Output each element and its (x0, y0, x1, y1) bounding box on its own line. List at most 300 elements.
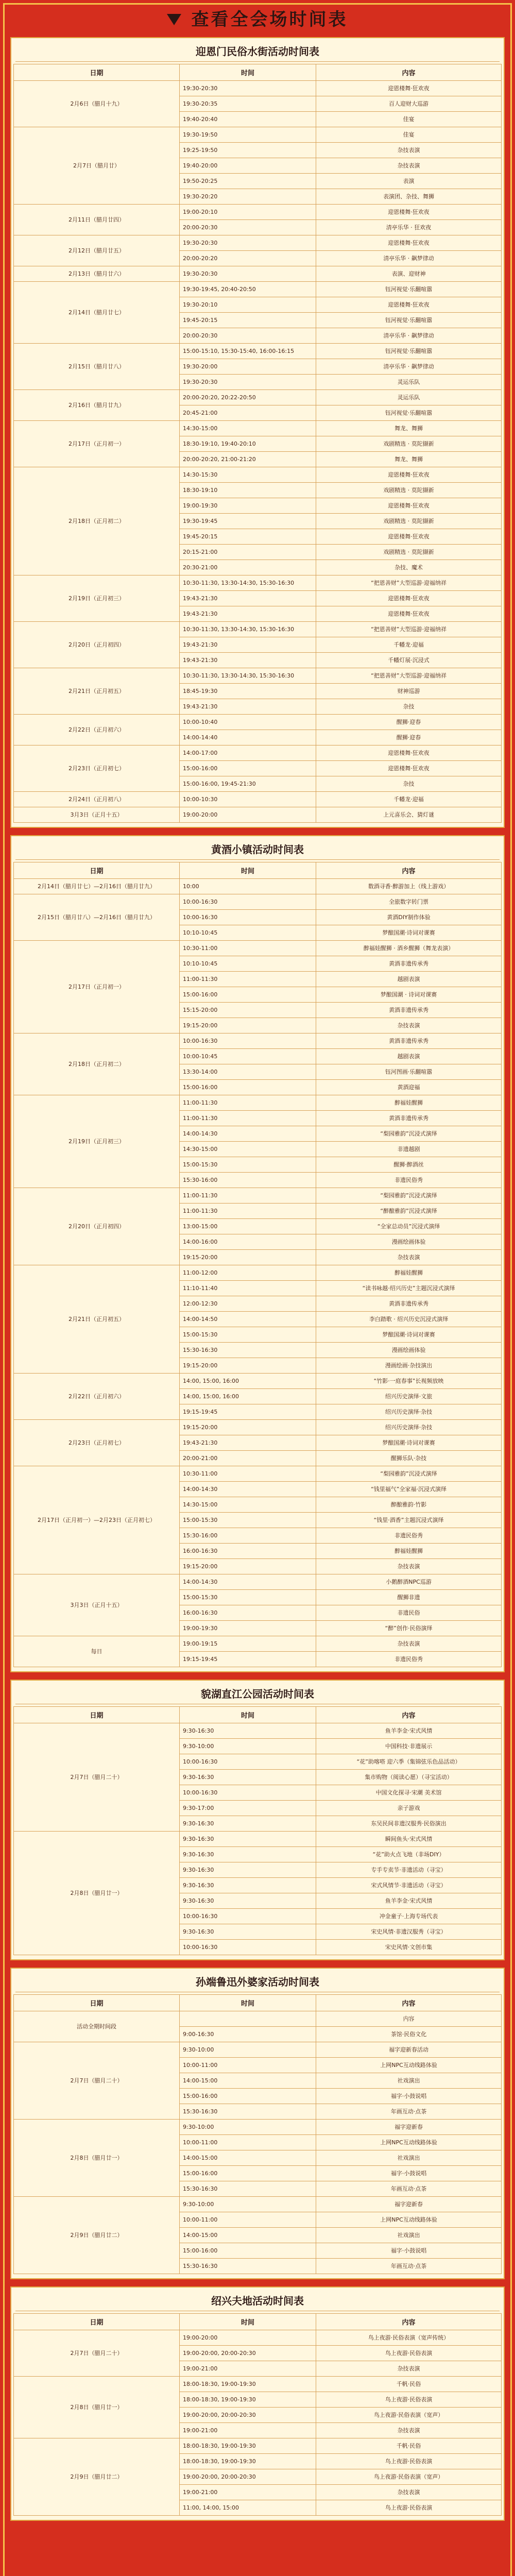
date-cell: 2月14日（腊月廿七） (14, 282, 180, 344)
column-header: 时间 (179, 2314, 316, 2330)
date-cell: 2月18日（正月初二） (14, 467, 180, 575)
content-cell: 绍兴历史演绎·杂技 (316, 1404, 502, 1420)
date-cell: 2月22日（正月初六） (14, 1374, 180, 1420)
table-row (14, 467, 502, 483)
time-cell: 19:43-21:30 (179, 591, 316, 606)
date-cell: 2月16日（腊月廿九） (14, 390, 180, 421)
time-cell: 9:30-10:00 (179, 2197, 316, 2212)
time-cell: 10:00-11:00 (179, 2058, 316, 2073)
table-row (14, 941, 502, 956)
content-cell: 表演 (316, 174, 502, 189)
content-cell: 佳宴 (316, 127, 502, 143)
time-cell: 20:15-21:00 (179, 545, 316, 560)
table-row (14, 1188, 502, 1204)
content-cell: “把恩善财”大型巡游·迎福纳祥 (316, 622, 502, 637)
content-cell: 迎恩楼舞·狂欢夜 (316, 606, 502, 622)
content-cell: 杂技表演 (316, 143, 502, 158)
section-title: 貌湖直江公园活动时间表 (15, 1684, 500, 1704)
content-cell: 迎恩楼舞·狂欢夜 (316, 529, 502, 545)
table-row (14, 1033, 502, 1049)
time-cell: 9:30-10:00 (179, 2042, 316, 2058)
content-cell: 越剧表演 (316, 972, 502, 987)
table-header-row (14, 64, 502, 81)
table-row (14, 575, 502, 591)
content-cell: 上网NPC互动线路体验 (316, 2212, 502, 2228)
content-cell: 黄酒非遗传承秀 (316, 1296, 502, 1312)
table-row (14, 2120, 502, 2135)
content-cell: 黄酒非遗传承秀 (316, 1111, 502, 1126)
time-cell: 15:30-16:30 (179, 2104, 316, 2120)
time-cell: 11:00-11:30 (179, 1204, 316, 1219)
time-cell: 19:00-20:00 (179, 807, 316, 823)
column-header: 日期 (14, 1707, 180, 1723)
content-cell: 绍兴历史演绎·文旅 (316, 1389, 502, 1404)
date-cell: 2月20日（正月初四） (14, 1188, 180, 1265)
time-cell: 14:30-15:00 (179, 421, 316, 436)
time-cell: 12:00-12:30 (179, 1296, 316, 1312)
column-header: 内容 (316, 2314, 502, 2330)
column-header: 内容 (316, 862, 502, 879)
page-title: 查看全会场时间表 (191, 9, 348, 30)
table-row (14, 2377, 502, 2392)
time-cell: 19:15-20:00 (179, 1018, 316, 1033)
content-cell: 瞬间鱼头·宋式风情 (316, 1832, 502, 1847)
content-cell: 亲子游戏 (316, 1801, 502, 1816)
time-cell: 9:30-10:00 (179, 2120, 316, 2135)
content-cell: 年画互动·点茶 (316, 2181, 502, 2197)
time-cell: 14:00-15:00 (179, 2150, 316, 2166)
content-cell: “读书咏越·绍兴历史”主题沉浸式演绎 (316, 1281, 502, 1296)
content-cell: 数酒寻香·醉游加上（线上游戏） (316, 879, 502, 894)
table-row (14, 127, 502, 143)
time-cell: 10:30-11:00 (179, 941, 316, 956)
section-title: 黄酒小镇活动时间表 (15, 839, 500, 860)
schedule-section (10, 2286, 505, 2521)
time-cell: 14:00, 15:00, 16:00 (179, 1389, 316, 1404)
content-cell: 冲金童子·上海专场代表 (316, 1909, 502, 1924)
section-title: 绍兴夫地活动时间表 (15, 2291, 500, 2311)
time-cell: 11:00, 14:00, 15:00 (179, 2500, 316, 2516)
date-cell: 2月7日（腊月二十） (14, 2330, 180, 2377)
column-header: 内容 (316, 1707, 502, 1723)
content-cell: 小鹅醉酒NPC巡游 (316, 1574, 502, 1590)
content-cell: 醉福娃醒狮 (316, 1265, 502, 1281)
content-cell: 清亭乐华 · 飙梦律动 (316, 251, 502, 266)
time-cell: 11:00-11:30 (179, 1111, 316, 1126)
time-cell: 10:00 (179, 879, 316, 894)
time-cell: 19:30-20:35 (179, 96, 316, 112)
content-cell: 迎恩楼舞·狂欢夜 (316, 591, 502, 606)
content-cell: 杂技表演 (316, 2361, 502, 2377)
column-header: 内容 (316, 64, 502, 81)
time-cell: 19:45-20:15 (179, 313, 316, 328)
date-cell: 2月17日（正月初一） (14, 941, 180, 1033)
time-cell: 19:00-20:00, 20:00-20:30 (179, 2346, 316, 2361)
content-cell: 醉福娃醒狮 (316, 1544, 502, 1559)
page-header (0, 5, 515, 34)
content-cell: 灵运乐队 (316, 390, 502, 405)
time-cell: 10:10-10:45 (179, 956, 316, 972)
content-cell: 舞龙、舞狮 (316, 452, 502, 467)
content-cell: “花”助火点飞地（非场DIY） (316, 1847, 502, 1862)
date-cell: 2月19日（正月初三） (14, 575, 180, 622)
date-cell: 2月22日（正月初六） (14, 715, 180, 745)
time-cell: 14:00, 15:00, 16:00 (179, 1374, 316, 1389)
table-row (14, 266, 502, 282)
content-cell: 社戏演出 (316, 2228, 502, 2243)
content-cell: 杂技表演 (316, 1250, 502, 1265)
time-cell: 20:00-20:20 (179, 251, 316, 266)
date-cell: 2月13日（腊月廿六） (14, 266, 180, 282)
time-cell: 19:45-20:15 (179, 529, 316, 545)
column-header: 内容 (316, 1995, 502, 2011)
content-cell: 杂技 (316, 776, 502, 792)
time-cell: 19:40-20:00 (179, 158, 316, 174)
date-cell: 2月14日（腊月廿七）—2月16日（腊月廿九） (14, 879, 180, 894)
time-cell: 14:00-14:40 (179, 730, 316, 745)
time-cell: 10:30-11:30, 13:30-14:30, 15:30-16:30 (179, 622, 316, 637)
time-cell: 20:00-21:00 (179, 1451, 316, 1466)
time-cell: 20:45-21:00 (179, 405, 316, 421)
content-cell: 钰河视觉·乐翻喧嚣 (316, 344, 502, 359)
content-cell: 漫画绘画·杂技演出 (316, 1358, 502, 1374)
time-cell: 19:00-21:00 (179, 2485, 316, 2500)
date-cell: 2月6日（腊月十九） (14, 81, 180, 127)
time-cell: 15:00-16:00 (179, 1080, 316, 1095)
time-cell: 9:30-16:30 (179, 1816, 316, 1832)
time-cell: 10:00-10:30 (179, 792, 316, 807)
content-cell: 戏剧精选 · 莫陀撷新 (316, 514, 502, 529)
date-cell: 2月12日（腊月廿五） (14, 235, 180, 266)
table-row (14, 2011, 502, 2027)
content-cell: 福字·小鼓说唱 (316, 2089, 502, 2104)
time-cell: 11:00-11:30 (179, 972, 316, 987)
content-cell: 福字·小鼓说唱 (316, 2243, 502, 2259)
content-cell: 上网NPC互动线路体验 (316, 2058, 502, 2073)
content-cell: 专手专卖节·非遗活动（寻宝） (316, 1862, 502, 1878)
time-cell: 19:50-20:25 (179, 174, 316, 189)
content-cell: 灵运乐队 (316, 375, 502, 390)
time-cell: 19:00-19:15 (179, 1636, 316, 1652)
table-header-row (14, 2314, 502, 2330)
time-cell: 19:30-20:00 (179, 359, 316, 375)
content-cell: 社戏演出 (316, 2073, 502, 2089)
time-cell: 19:43-21:30 (179, 637, 316, 653)
date-cell: 2月9日（腊月廿二） (14, 2197, 180, 2274)
content-cell: 绍兴历史演绎·杂技 (316, 1420, 502, 1435)
time-cell: 10:00-16:30 (179, 1033, 316, 1049)
time-cell: 15:00-16:00 (179, 2166, 316, 2181)
content-cell: “竹影·一庭春事”长视频放映 (316, 1374, 502, 1389)
content-cell: 鸟上夜游·民俗表演（宽声传统） (316, 2330, 502, 2346)
content-cell: 福字迎新春活动 (316, 2042, 502, 2058)
time-cell: 19:15-20:00 (179, 1559, 316, 1574)
table-row (14, 715, 502, 730)
time-cell: 19:30-20:30 (179, 81, 316, 96)
time-cell: 15:30-16:00 (179, 1173, 316, 1188)
content-cell: 迎恩楼舞·狂欢夜 (316, 81, 502, 96)
time-cell: 10:00-16:30 (179, 1940, 316, 1955)
column-header: 时间 (179, 862, 316, 879)
content-cell: 鸟上夜游·民俗表演 (316, 2454, 502, 2469)
time-cell: 10:00-11:00 (179, 2212, 316, 2228)
content-cell: “全家总动员”沉浸式演绎 (316, 1219, 502, 1234)
content-cell: 清亭乐华 · 飙梦律动 (316, 359, 502, 375)
column-header: 日期 (14, 64, 180, 81)
content-cell: 上元喜乐会、猜灯谜 (316, 807, 502, 823)
table-row (14, 2197, 502, 2212)
content-cell: 鱼羊李金·宋式风情 (316, 1893, 502, 1909)
time-cell: 9:30-16:30 (179, 1893, 316, 1909)
content-cell: 醒狮·醉酒丝 (316, 1157, 502, 1173)
time-cell: 10:30-11:00 (179, 1466, 316, 1482)
content-cell: 杂技 (316, 699, 502, 715)
time-cell: 10:30-11:30, 13:30-14:30, 15:30-16:30 (179, 668, 316, 684)
time-cell: 19:43-21:30 (179, 606, 316, 622)
table-header-row (14, 862, 502, 879)
date-cell: 每日 (14, 1636, 180, 1667)
time-cell: 20:00-20:30 (179, 328, 316, 344)
content-cell: 内容 (316, 2011, 502, 2027)
time-cell: 19:30-20:30 (179, 375, 316, 390)
table-row (14, 807, 502, 823)
time-cell: 10:00-16:30 (179, 1909, 316, 1924)
content-cell: 杂技、魔术 (316, 560, 502, 575)
content-cell: 表演、迎财神 (316, 266, 502, 282)
content-cell: 中国科技·非遗展示 (316, 1739, 502, 1754)
content-cell: 醉酿雅韵·竹影 (316, 1497, 502, 1513)
content-cell: 钰河图画·乐翻喧嚣 (316, 1064, 502, 1080)
schedule-section (10, 37, 505, 828)
content-cell: 醒狮乐队·杂技 (316, 1451, 502, 1466)
date-cell: 2月21日（正月初五） (14, 668, 180, 715)
time-cell: 14:00-14:30 (179, 1482, 316, 1497)
content-cell: “醉”创作·民俗演绎 (316, 1621, 502, 1636)
time-cell: 15:00-15:30 (179, 1590, 316, 1605)
content-cell: 醒狮·迎春 (316, 730, 502, 745)
time-cell: 19:25-19:50 (179, 143, 316, 158)
time-cell: 9:30-16:30 (179, 1862, 316, 1878)
time-cell: 19:15-19:45 (179, 1652, 316, 1667)
time-cell: 15:00-15:30 (179, 1513, 316, 1528)
table-row (14, 205, 502, 220)
table-row (14, 421, 502, 436)
time-cell: 10:00-16:30 (179, 1785, 316, 1801)
time-cell: 9:30-16:30 (179, 1924, 316, 1940)
content-cell: 杂技表演 (316, 2423, 502, 2438)
date-cell: 3月3日（正月十五） (14, 807, 180, 823)
time-cell: 10:00-10:40 (179, 715, 316, 730)
content-cell: 漫画绘画体验 (316, 1234, 502, 1250)
time-cell: 9:00-16:30 (179, 2027, 316, 2042)
content-cell: 福字迎新春 (316, 2197, 502, 2212)
content-cell: 千帆·民俗 (316, 2438, 502, 2454)
time-cell: 20:30-21:00 (179, 560, 316, 575)
content-cell: 梦酿国潮·诗词对课赛 (316, 1327, 502, 1343)
schedule-table (13, 1706, 502, 1955)
table-header-row (14, 1995, 502, 2011)
time-cell: 11:10-11:40 (179, 1281, 316, 1296)
table-row (14, 2042, 502, 2058)
table-row (14, 668, 502, 684)
content-cell: 鸟上夜游·民俗表演 (316, 2500, 502, 2516)
time-cell: 10:00-10:45 (179, 1049, 316, 1064)
content-cell: 宋史风情·文创市集 (316, 1940, 502, 1955)
content-cell: “梨园雅韵”沉浸式演绎 (316, 1188, 502, 1204)
content-cell: 鱼羊李金·宋式风情 (316, 1723, 502, 1739)
content-cell: 鸟上夜游·民俗表演（宽声） (316, 2408, 502, 2423)
time-cell: 19:43-21:30 (179, 1435, 316, 1451)
content-cell: 清亭乐华 · 飙梦律动 (316, 328, 502, 344)
column-header: 日期 (14, 1995, 180, 2011)
content-cell: 表演团、杂技、舞狮 (316, 189, 502, 205)
time-cell: 9:30-16:30 (179, 1832, 316, 1847)
time-cell: 14:30-15:00 (179, 1142, 316, 1157)
column-header: 日期 (14, 862, 180, 879)
content-cell: 黄酒非遗传承秀 (316, 1003, 502, 1018)
content-cell: 钰河视觉·乐翻喧嚣 (316, 282, 502, 297)
time-cell: 19:00-20:00 (179, 2330, 316, 2346)
time-cell: 19:15-20:00 (179, 1358, 316, 1374)
content-cell: 年画互动·点茶 (316, 2104, 502, 2120)
table-row (14, 792, 502, 807)
time-cell: 15:30-16:30 (179, 2181, 316, 2197)
table-row (14, 1723, 502, 1739)
content-cell: 茶馆·民俗文化 (316, 2027, 502, 2042)
content-cell: 醒狮非遗 (316, 1590, 502, 1605)
time-cell: 15:00-15:30 (179, 1327, 316, 1343)
date-cell: 2月23日（正月初七） (14, 1420, 180, 1466)
content-cell: 集市购物（阅读心愿）（寻宝活动） (316, 1770, 502, 1785)
time-cell: 19:15-19:45 (179, 1404, 316, 1420)
time-cell: 10:10-10:45 (179, 925, 316, 941)
content-cell: 东吴民间非遗汉服秀·民俗演出 (316, 1816, 502, 1832)
time-cell: 14:00-14:30 (179, 1126, 316, 1142)
time-cell: 13:30-14:00 (179, 1064, 316, 1080)
column-header: 时间 (179, 1995, 316, 2011)
time-cell: 15:15-20:00 (179, 1003, 316, 1018)
time-cell: 14:00-15:00 (179, 2228, 316, 2243)
content-cell: 非遗民俗秀 (316, 1652, 502, 1667)
schedule-table (13, 64, 502, 823)
time-cell: 15:00-16:00 (179, 2243, 316, 2259)
time-cell: 19:30-19:45 (179, 514, 316, 529)
table-row (14, 344, 502, 359)
content-cell: 上网NPC互动线路体验 (316, 2135, 502, 2150)
time-cell: 10:00-16:30 (179, 894, 316, 910)
content-cell: 鸟上夜游·民俗表演 (316, 2346, 502, 2361)
content-cell: 财神巡游 (316, 684, 502, 699)
content-cell: 戏剧精选 · 莫陀撷新 (316, 483, 502, 498)
content-cell: 迎恩楼舞·狂欢夜 (316, 761, 502, 776)
table-row (14, 879, 502, 894)
time-cell: 15:30-16:30 (179, 1343, 316, 1358)
table-row (14, 745, 502, 761)
section-title: 迎恩门民俗水街活动时间表 (15, 41, 500, 62)
time-cell: 18:30-19:10, 19:40-20:10 (179, 436, 316, 452)
time-cell: 14:00-15:00 (179, 2073, 316, 2089)
content-cell: 全旅数字转门票 (316, 894, 502, 910)
content-cell: 迎恩楼舞·狂欢夜 (316, 297, 502, 313)
content-cell: 李白踏歌 · 绍兴历史沉浸式演绎 (316, 1312, 502, 1327)
content-cell: 戏剧精选 · 莫陀撷新 (316, 436, 502, 452)
time-cell: 20:00-20:30 (179, 220, 316, 235)
content-cell: 黄酒非遗传承秀 (316, 956, 502, 972)
time-cell: 9:30-16:30 (179, 1723, 316, 1739)
content-cell: 千幡灯展·沉浸式 (316, 653, 502, 668)
time-cell: 10:30-11:30, 13:30-14:30, 15:30-16:30 (179, 575, 316, 591)
date-cell: 2月18日（正月初二） (14, 1033, 180, 1095)
column-header: 日期 (14, 2314, 180, 2330)
time-cell: 19:43-21:30 (179, 699, 316, 715)
content-cell: 醒狮·迎春 (316, 715, 502, 730)
time-cell: 15:30-16:00 (179, 1528, 316, 1544)
content-cell: 越剧表演 (316, 1049, 502, 1064)
content-cell: 千幡龙·迎福 (316, 792, 502, 807)
time-cell: 14:00-14:50 (179, 1312, 316, 1327)
time-cell: 19:00-20:00, 20:00-20:30 (179, 2469, 316, 2485)
table-row (14, 622, 502, 637)
date-cell: 2月7日（腊月廿） (14, 127, 180, 205)
table-row (14, 1636, 502, 1652)
content-cell: 梦酿国潮·诗词对课赛 (316, 925, 502, 941)
content-cell: 梦酿国潮 · 诗词对课赛 (316, 987, 502, 1003)
content-cell: 漫画绘画体验 (316, 1343, 502, 1358)
table-row (14, 81, 502, 96)
time-cell: 15:30-16:30 (179, 2259, 316, 2274)
date-cell: 2月17日（正月初一） (14, 421, 180, 467)
date-cell: 2月17日（正月初一）—2月23日（正月初七） (14, 1466, 180, 1574)
time-cell: 19:00-21:00 (179, 2361, 316, 2377)
content-cell: 非遗民俗秀 (316, 1528, 502, 1544)
time-cell: 9:30-16:30 (179, 1770, 316, 1785)
time-cell: 19:30-19:50 (179, 127, 316, 143)
time-cell: 19:00-20:00, 20:00-20:30 (179, 2408, 316, 2423)
content-cell: “花”助喀嗒 迎六季（集锦弦乐色品活动） (316, 1754, 502, 1770)
content-cell: “梨园雅韵”沉浸式演绎 (316, 1466, 502, 1482)
time-cell: 19:30-20:20 (179, 189, 316, 205)
table-row (14, 1832, 502, 1847)
date-cell: 2月23日（正月初七） (14, 745, 180, 792)
content-cell: 杂技表演 (316, 1636, 502, 1652)
content-cell: 年画互动·点茶 (316, 2259, 502, 2274)
time-cell: 20:00-20:20, 20:22-20:50 (179, 390, 316, 405)
time-cell: 14:30-15:00 (179, 1497, 316, 1513)
triangle-down-icon (167, 14, 181, 25)
content-cell: 舞龙、舞狮 (316, 421, 502, 436)
time-cell: 11:00-12:00 (179, 1265, 316, 1281)
content-cell: 醉福娃醒狮 (316, 1095, 502, 1111)
table-row (14, 1466, 502, 1482)
column-header: 时间 (179, 64, 316, 81)
table-row (14, 1374, 502, 1389)
content-cell: 杂技表演 (316, 1559, 502, 1574)
time-cell: 9:30-17:00 (179, 1801, 316, 1816)
date-cell: 3月3日（正月十五） (14, 1574, 180, 1636)
time-cell: 14:30-15:30 (179, 467, 316, 483)
content-cell: 梦酿国潮·诗词对课赛 (316, 1435, 502, 1451)
date-cell: 2月8日（腊月廿一） (14, 2377, 180, 2438)
date-cell: 2月7日（腊月二十） (14, 1723, 180, 1832)
time-cell: 19:40-20:40 (179, 112, 316, 127)
schedule-section (10, 1968, 505, 2279)
time-cell: 16:00-16:30 (179, 1605, 316, 1621)
time-cell: 15:00-16:00 (179, 987, 316, 1003)
content-cell: 黄酒迎福 (316, 1080, 502, 1095)
table-row (14, 1095, 502, 1111)
time-cell: 15:00-15:10, 15:30-15:40, 16:00-16:15 (179, 344, 316, 359)
time-cell: 15:00-16:00 (179, 2089, 316, 2104)
